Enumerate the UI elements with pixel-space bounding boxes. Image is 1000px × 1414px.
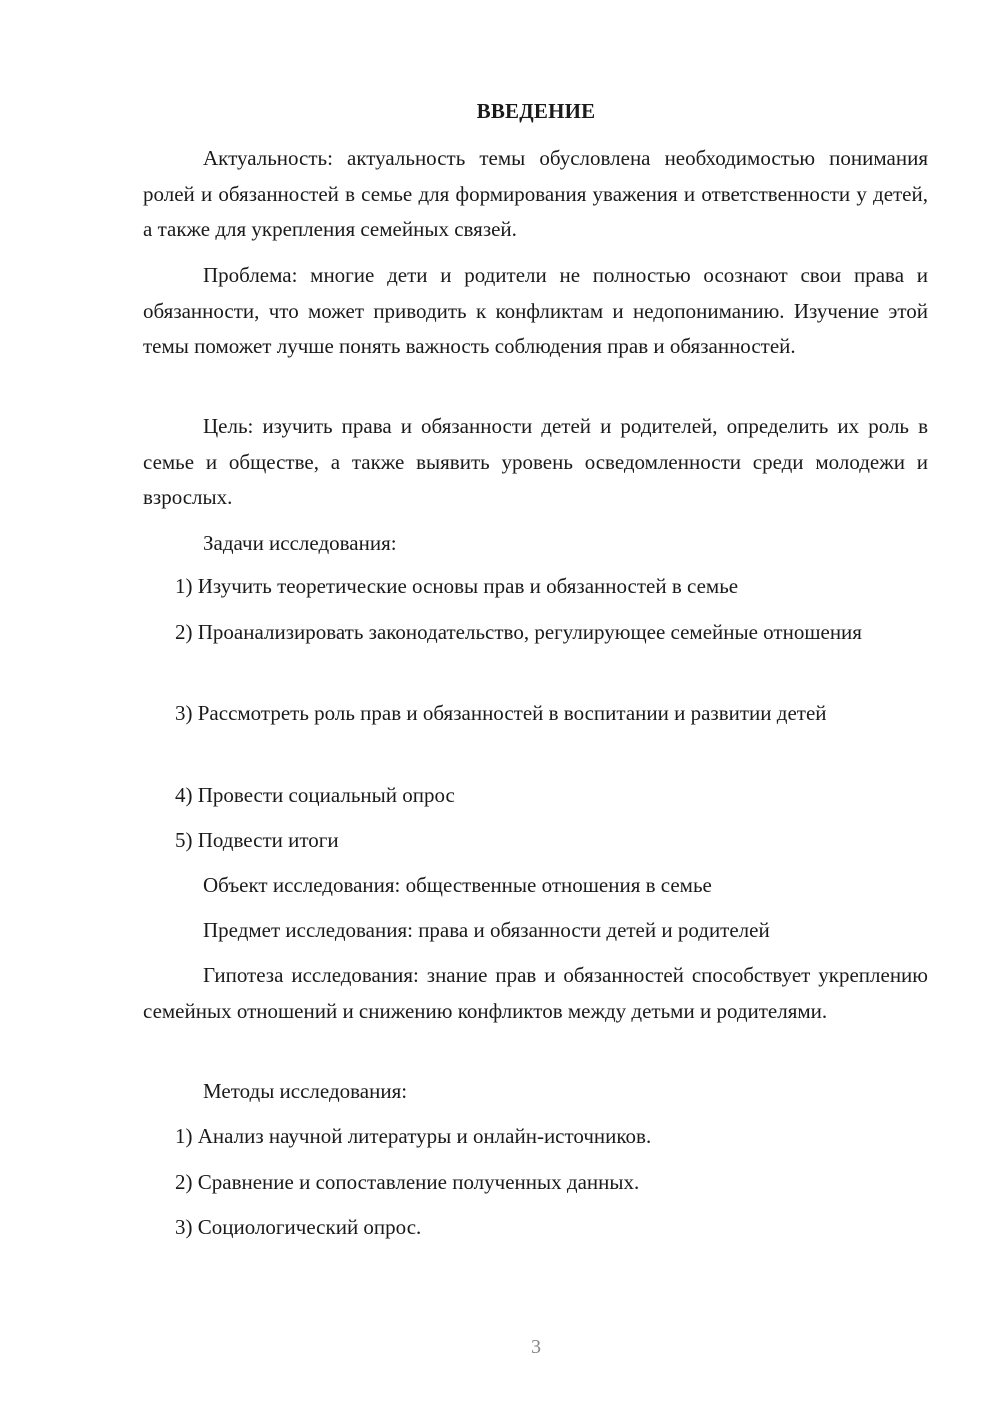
relevance-paragraph: Актуальность: актуальность темы обусловлена необходимостью понимания ролей и обязанностей в семье для формирования уважения и ответственности у детей, а также для укрепления семейных связей. (143, 146, 928, 241)
task-item: 5) Подвести итоги (175, 828, 339, 852)
hypothesis-paragraph: Гипотеза исследования: знание прав и обязанностей способствует укреплению семейных отношений и снижению конфликтов между детьми и родителями. (143, 963, 928, 1023)
subject-paragraph: Предмет исследования: права и обязанности детей и родителей (203, 918, 770, 942)
page-title: ВВЕДЕНИЕ (476, 99, 596, 123)
tasks-heading: Задачи исследования: (203, 531, 397, 555)
task-item: 3) Рассмотреть роль прав и обязанностей в воспитании и развитии детей (175, 701, 827, 725)
object-paragraph: Объект исследования: общественные отношения в семье (203, 873, 712, 897)
task-item: 1) Изучить теоретические основы прав и обязанностей в семье (175, 574, 739, 598)
method-item: 1) Анализ научной литературы и онлайн-источников. (175, 1124, 652, 1148)
method-item: 3) Социологический опрос. (175, 1215, 422, 1239)
method-item: 2) Сравнение и сопоставление полученных данных. (175, 1170, 640, 1194)
goal-paragraph: Цель: изучить права и обязанности детей и родителей, определить их роль в семье и обществе, а также выявить уровень осведомленности среди молодежи и взрослых. (143, 414, 928, 509)
task-item: 2) Проанализировать законодательство, регулирующее семейные отношения (175, 620, 862, 644)
task-item: 4) Провести социальный опрос (175, 783, 455, 807)
page-number: 3 (531, 1336, 541, 1358)
methods-heading: Методы исследования: (203, 1079, 408, 1103)
problem-paragraph: Проблема: многие дети и родители не полностью осознают свои права и обязанности, что может приводить к конфликтам и недопониманию. Изучение этой темы поможет лучше понять важность соблюдения прав и обязанностей. (143, 263, 928, 358)
